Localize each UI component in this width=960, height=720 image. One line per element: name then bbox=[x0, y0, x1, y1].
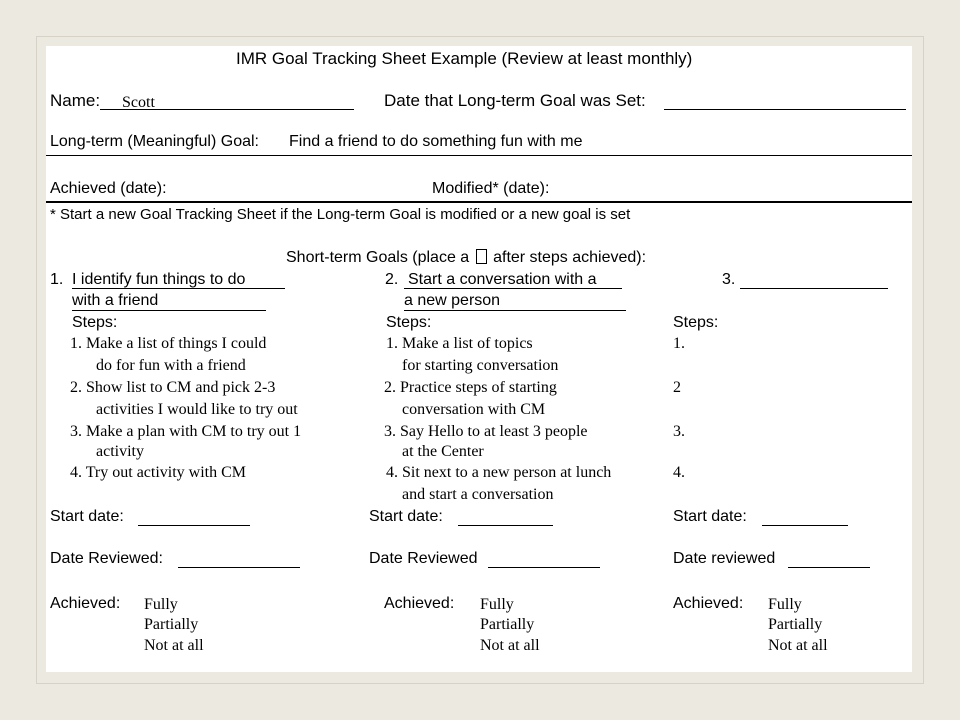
name-underline bbox=[100, 109, 354, 110]
goal-2-reviewed-label: Date Reviewed bbox=[369, 550, 478, 567]
tracking-sheet bbox=[46, 46, 912, 672]
goal-2-underline2 bbox=[404, 310, 626, 311]
goal-1-step-2b: activities I would like to try out bbox=[96, 401, 298, 418]
goal-1-step-3a: 3. Make a plan with CM to try out 1 bbox=[70, 423, 302, 440]
goal-3-achieved-label: Achieved: bbox=[673, 595, 744, 612]
checkbox-icon bbox=[476, 249, 487, 264]
goal-1-line1: I identify fun things to do bbox=[72, 271, 246, 288]
date-set-underline[interactable] bbox=[664, 109, 906, 110]
goal-3-option-not-at-all[interactable]: Not at all bbox=[768, 637, 828, 654]
goal-1-underline1 bbox=[72, 288, 285, 289]
goal-2-step-4b: and start a conversation bbox=[402, 486, 554, 503]
goal-2-step-2b: conversation with CM bbox=[402, 401, 546, 418]
sheet-title: IMR Goal Tracking Sheet Example (Review at least monthly) bbox=[236, 49, 693, 68]
goal-3-option-partially[interactable]: Partially bbox=[768, 616, 823, 633]
long-term-goal-value: Find a friend to do something fun with me bbox=[289, 133, 583, 150]
goal-1-number: 1. bbox=[50, 271, 64, 288]
goal-3-step-1: 1. bbox=[673, 335, 685, 352]
goal-3-step-2: 2 bbox=[673, 379, 681, 396]
goal-2-step-4a: 4. Sit next to a new person at lunch bbox=[386, 464, 612, 481]
goal-2-step-2a: 2. Practice steps of starting bbox=[384, 379, 557, 396]
short-term-heading-pre: Short-term Goals (place a bbox=[286, 249, 470, 266]
modified-date-label: Modified* (date): bbox=[432, 180, 550, 197]
goal-1-step-2a: 2. Show list to CM and pick 2-3 bbox=[70, 379, 276, 396]
goal-1-step-3b: activity bbox=[96, 443, 144, 460]
goal-2-step-3b: at the Center bbox=[402, 443, 484, 460]
goal-3-underline[interactable] bbox=[740, 288, 888, 289]
short-term-heading bbox=[286, 249, 646, 267]
long-term-goal-label: Long-term (Meaningful) Goal: bbox=[50, 133, 259, 150]
goal-1-option-partially[interactable]: Partially bbox=[144, 616, 199, 633]
rule-after-achieved bbox=[46, 201, 912, 203]
achieved-date-label: Achieved (date): bbox=[50, 180, 167, 197]
goal-3-step-3: 3. bbox=[673, 423, 685, 440]
goal-2-achieved-label: Achieved: bbox=[384, 595, 455, 612]
name-label: Name: bbox=[50, 91, 101, 110]
goal-1-step-1b: do for fun with a friend bbox=[96, 357, 246, 374]
goal-3-number: 3. bbox=[722, 271, 736, 288]
goal-2-option-partially[interactable]: Partially bbox=[480, 616, 535, 633]
goal-3-start-underline[interactable] bbox=[762, 525, 848, 526]
goal-1-steps-label: Steps: bbox=[72, 314, 118, 331]
goal-3-steps-label: Steps: bbox=[673, 314, 719, 331]
goal-1-reviewed-underline[interactable] bbox=[178, 567, 300, 568]
rule-after-goal bbox=[46, 155, 912, 156]
goal-3-step-4: 4. bbox=[673, 464, 685, 481]
goal-1-step-1a: 1. Make a list of things I could bbox=[70, 335, 267, 352]
goal-3-start-label: Start date: bbox=[673, 508, 747, 525]
goal-2-start-underline[interactable] bbox=[458, 525, 553, 526]
goal-1-line2: with a friend bbox=[72, 292, 159, 309]
goal-3-reviewed-label: Date reviewed bbox=[673, 550, 776, 567]
name-value: Scott bbox=[122, 94, 155, 111]
goal-2-number: 2. bbox=[385, 271, 399, 288]
goal-1-start-underline[interactable] bbox=[138, 525, 250, 526]
goal-2-line1: Start a conversation with a bbox=[408, 271, 597, 288]
goal-2-start-label: Start date: bbox=[369, 508, 443, 525]
goal-2-reviewed-underline[interactable] bbox=[488, 567, 600, 568]
goal-2-underline1 bbox=[404, 288, 622, 289]
goal-2-option-not-at-all[interactable]: Not at all bbox=[480, 637, 540, 654]
goal-2-step-1b: for starting conversation bbox=[402, 357, 559, 374]
goal-1-reviewed-label: Date Reviewed: bbox=[50, 550, 163, 567]
goal-2-steps-label: Steps: bbox=[386, 314, 432, 331]
goal-1-underline2 bbox=[72, 310, 266, 311]
goal-3-option-fully[interactable]: Fully bbox=[768, 596, 802, 613]
goal-2-step-1a: 1. Make a list of topics bbox=[386, 335, 533, 352]
short-term-heading-post: after steps achieved): bbox=[493, 249, 647, 266]
goal-1-option-fully[interactable]: Fully bbox=[144, 596, 178, 613]
date-set-label: Date that Long-term Goal was Set: bbox=[384, 91, 646, 110]
goal-1-achieved-label: Achieved: bbox=[50, 595, 121, 612]
goal-2-option-fully[interactable]: Fully bbox=[480, 596, 514, 613]
goal-1-step-4: 4. Try out activity with CM bbox=[70, 464, 247, 481]
goal-1-option-not-at-all[interactable]: Not at all bbox=[144, 637, 204, 654]
goal-2-line2: a new person bbox=[404, 292, 501, 309]
goal-3-reviewed-underline[interactable] bbox=[788, 567, 870, 568]
goal-1-start-label: Start date: bbox=[50, 508, 124, 525]
goal-2-step-3a: 3. Say Hello to at least 3 people bbox=[384, 423, 588, 440]
modification-note: * Start a new Goal Tracking Sheet if the Long-term Goal is modified or a new goal is set bbox=[50, 206, 631, 223]
